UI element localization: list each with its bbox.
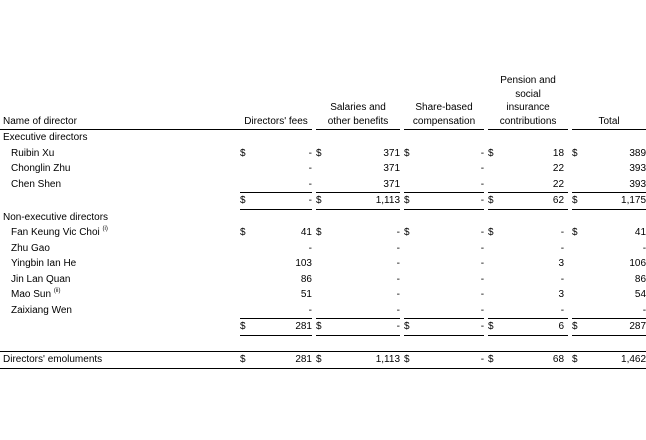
value-share: -: [480, 304, 485, 316]
currency-symbol: [316, 256, 326, 272]
value-salaries: 1,113: [326, 193, 400, 210]
currency-symbol: $: [316, 147, 322, 159]
currency-symbol: $: [404, 147, 410, 159]
value-share: -: [414, 193, 484, 210]
currency-symbol: $: [316, 319, 326, 336]
currency-symbol: [572, 287, 582, 303]
spacer-cell: [0, 335, 646, 352]
value-total: 86: [634, 273, 646, 285]
section-non-executive-directors: Non-executive directors: [3, 211, 109, 223]
value-fees: -: [308, 163, 312, 174]
currency-symbol: [404, 256, 414, 272]
currency-symbol: $: [488, 319, 498, 336]
value-share: -: [414, 352, 484, 369]
value-salaries: -: [396, 304, 401, 316]
director-name-text: Zaixiang Wen: [11, 304, 72, 316]
director-name-text: Chonglin Zhu: [11, 163, 71, 174]
value-pension: 62: [498, 193, 568, 210]
currency-symbol: [572, 241, 582, 257]
currency-symbol: [488, 161, 498, 177]
currency-symbol: $: [572, 193, 582, 210]
director-name: [0, 225, 240, 241]
currency-symbol: [572, 161, 582, 177]
footnote-marker: (i): [102, 226, 108, 232]
value-fees: 281: [250, 352, 312, 369]
currency-symbol: $: [488, 193, 498, 210]
header-name: Name of director: [0, 74, 240, 130]
currency-symbol: [404, 287, 414, 303]
currency-symbol: $: [240, 227, 246, 238]
value-share: -: [480, 163, 485, 174]
currency-symbol: [404, 241, 414, 257]
director-name-text: Zhu Gao: [11, 242, 50, 254]
header-salaries: Salaries and other benefits: [316, 74, 400, 130]
currency-symbol: [316, 161, 326, 177]
director-name-text: Ruibin Xu: [11, 147, 55, 159]
currency-symbol: [316, 177, 326, 193]
currency-symbol: [572, 303, 582, 319]
currency-symbol: $: [404, 227, 410, 238]
director-name: [0, 272, 240, 288]
director-name: [0, 241, 240, 257]
table-row: [0, 287, 646, 303]
table-row: [0, 256, 646, 272]
table-row: [0, 161, 646, 177]
value-salaries: 371: [383, 147, 401, 159]
director-name: [0, 177, 240, 193]
director-emoluments-table: [0, 74, 646, 369]
currency-symbol: [404, 161, 414, 177]
footnote-marker: (ii): [53, 288, 61, 294]
director-name: [0, 287, 240, 303]
currency-symbol: [316, 287, 326, 303]
director-name-text: Mao Sun: [11, 289, 52, 300]
value-pension: 22: [552, 163, 565, 174]
value-fees: 103: [295, 258, 312, 269]
currency-symbol: [572, 272, 582, 288]
subtotal-row: [0, 319, 646, 336]
currency-symbol: [488, 303, 498, 319]
currency-symbol: $: [240, 319, 250, 336]
table-row: [0, 272, 646, 288]
currency-symbol: $: [240, 193, 250, 210]
currency-symbol: [488, 272, 498, 288]
value-share: -: [480, 178, 485, 190]
value-salaries: -: [396, 273, 401, 285]
value-pension: 22: [552, 178, 565, 190]
currency-symbol: $: [488, 147, 494, 159]
currency-symbol: [404, 303, 414, 319]
currency-symbol: $: [572, 319, 582, 336]
currency-symbol: [240, 177, 250, 193]
currency-symbol: [240, 241, 250, 257]
value-share: -: [414, 319, 484, 336]
value-salaries: -: [396, 242, 401, 254]
value-fees: 281: [250, 319, 312, 336]
header-row: [0, 74, 646, 130]
currency-symbol: $: [572, 147, 578, 159]
subtotal-label: [0, 193, 240, 210]
currency-symbol: [240, 287, 250, 303]
value-salaries: 1,113: [326, 352, 400, 369]
currency-symbol: [404, 177, 414, 193]
value-total: 287: [582, 319, 646, 336]
currency-symbol: $: [316, 352, 326, 369]
currency-symbol: $: [316, 193, 326, 210]
value-salaries: -: [396, 258, 401, 269]
spacer-row: [0, 335, 646, 352]
subtotal-label: [0, 319, 240, 336]
value-share: -: [480, 289, 485, 300]
value-share: -: [480, 227, 485, 238]
currency-symbol: [404, 272, 414, 288]
currency-symbol: [488, 256, 498, 272]
currency-symbol: $: [404, 193, 414, 210]
currency-symbol: $: [404, 319, 414, 336]
subtotal-row: [0, 193, 646, 210]
currency-symbol: [240, 256, 250, 272]
currency-symbol: $: [572, 227, 578, 238]
value-total: 393: [629, 178, 646, 190]
value-fees: 51: [300, 289, 312, 300]
director-name: [0, 146, 240, 162]
header-share-based: Share-based compensation: [404, 74, 484, 130]
director-name: [0, 256, 240, 272]
director-name: [0, 303, 240, 319]
value-pension: -: [560, 242, 565, 254]
director-name-text: Fan Keung Vic Choi: [11, 227, 100, 238]
value-fees: -: [308, 304, 312, 316]
currency-symbol: [488, 287, 498, 303]
currency-symbol: $: [404, 352, 414, 369]
value-share: -: [480, 273, 485, 285]
header-total: Total: [572, 74, 646, 130]
currency-symbol: [488, 241, 498, 257]
value-total: 1,175: [582, 193, 646, 210]
grand-row: [0, 352, 646, 369]
table-row: [0, 241, 646, 257]
table-row: [0, 146, 646, 162]
table-row: [0, 303, 646, 319]
value-salaries: -: [326, 319, 400, 336]
value-total: 106: [629, 258, 646, 269]
value-total: 393: [629, 163, 646, 174]
grand-total-label: Directors' emoluments: [0, 352, 240, 369]
value-total: -: [642, 304, 646, 316]
currency-symbol: $: [488, 227, 494, 238]
table-row: [0, 225, 646, 241]
value-fees: -: [308, 178, 312, 190]
value-salaries: -: [396, 289, 401, 300]
currency-symbol: $: [240, 352, 250, 369]
section-executive-directors-row: [0, 130, 646, 146]
value-share: -: [480, 242, 485, 254]
currency-symbol: $: [316, 227, 322, 238]
value-pension: 3: [558, 289, 565, 300]
section-non-executive-directors-row: [0, 209, 646, 225]
director-name-text: Jin Lan Quan: [11, 273, 71, 285]
value-share: -: [480, 147, 485, 159]
value-salaries: 371: [383, 163, 401, 174]
director-name-text: Yingbin Ian He: [11, 258, 77, 269]
currency-symbol: [240, 161, 250, 177]
value-total: 1,462: [582, 352, 646, 369]
director-name: [0, 161, 240, 177]
value-fees: -: [308, 147, 312, 159]
currency-symbol: [316, 303, 326, 319]
section-executive-directors: Executive directors: [3, 132, 88, 143]
value-total: -: [642, 242, 646, 254]
currency-symbol: [572, 256, 582, 272]
value-pension: -: [560, 227, 565, 238]
value-total: 389: [629, 147, 646, 159]
value-fees: -: [250, 193, 312, 210]
value-share: -: [480, 258, 485, 269]
value-fees: 86: [300, 273, 312, 285]
value-total: 41: [634, 227, 646, 238]
value-salaries: -: [396, 227, 401, 238]
currency-symbol: $: [488, 352, 498, 369]
value-pension: 3: [558, 258, 565, 269]
currency-symbol: $: [572, 352, 582, 369]
currency-symbol: [488, 177, 498, 193]
director-name-text: Chen Shen: [11, 178, 62, 190]
currency-symbol: $: [240, 147, 246, 159]
value-fees: 41: [300, 227, 312, 238]
value-pension: 6: [498, 319, 568, 336]
currency-symbol: [316, 272, 326, 288]
value-salaries: 371: [383, 178, 401, 190]
value-fees: -: [308, 242, 312, 254]
currency-symbol: [316, 241, 326, 257]
value-pension: -: [560, 304, 565, 316]
table-body: [0, 130, 646, 369]
value-pension: -: [560, 273, 565, 285]
header-directors-fees: Directors' fees: [240, 74, 312, 130]
currency-symbol: [572, 177, 582, 193]
value-total: 54: [634, 289, 646, 300]
value-pension: 68: [498, 352, 568, 369]
currency-symbol: [240, 272, 250, 288]
currency-symbol: [240, 303, 250, 319]
table-row: [0, 177, 646, 193]
header-pension: Pension and social insurance contributions: [488, 74, 568, 130]
value-pension: 18: [552, 147, 565, 159]
